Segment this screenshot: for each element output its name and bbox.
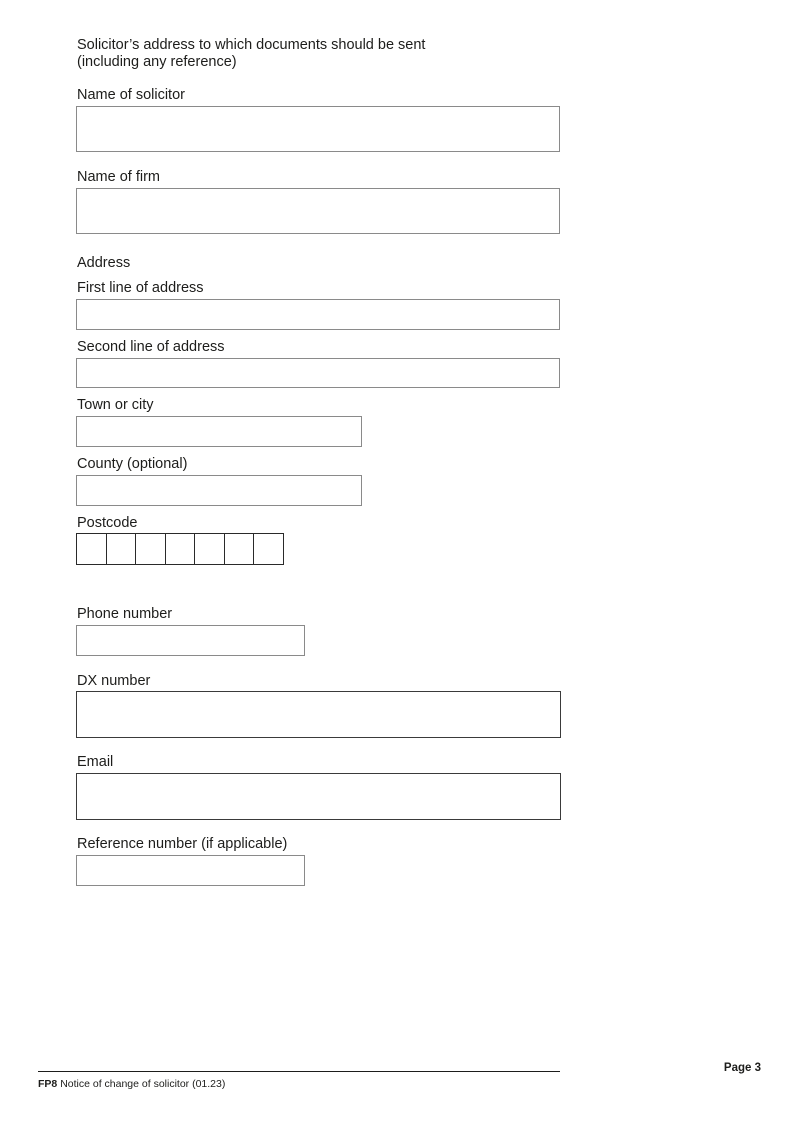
postcode-cell[interactable] — [194, 533, 225, 565]
county-field[interactable] — [76, 475, 362, 506]
county-label: County (optional) — [77, 456, 188, 472]
postcode-cell[interactable] — [106, 533, 137, 565]
phone-field[interactable] — [76, 625, 305, 656]
phone-label: Phone number — [77, 606, 173, 622]
name-of-firm-field[interactable] — [76, 188, 560, 234]
postcode-label: Postcode — [77, 515, 138, 531]
address-line1-label: First line of address — [77, 280, 204, 296]
dx-number-label: DX number — [77, 673, 151, 689]
footer-form-info — [38, 1078, 225, 1091]
footer-divider — [38, 1071, 560, 1072]
town-field[interactable] — [76, 416, 362, 447]
town-label: Town or city — [77, 397, 154, 413]
page-number: Page 3 — [723, 1062, 761, 1074]
email-label: Email — [77, 754, 114, 770]
postcode-cell[interactable] — [135, 533, 166, 565]
postcode-cell[interactable] — [76, 533, 107, 565]
address-line1-field[interactable] — [76, 299, 560, 330]
address-line2-label: Second line of address — [77, 339, 225, 355]
postcode-cell[interactable] — [165, 533, 196, 565]
email-field[interactable] — [76, 773, 561, 820]
name-of-solicitor-field[interactable] — [76, 106, 560, 152]
postcode-cell[interactable] — [253, 533, 284, 565]
dx-number-field[interactable] — [76, 691, 561, 738]
reference-label: Reference number (if applicable) — [77, 836, 288, 852]
reference-field[interactable] — [76, 855, 305, 886]
name-of-firm-label: Name of firm — [77, 169, 160, 185]
section-heading-line1: Solicitor’s address to which documents should be sent — [77, 37, 426, 53]
form-title: Notice of change of solicitor (01.23) — [60, 1078, 226, 1090]
name-of-solicitor-label: Name of solicitor — [77, 87, 185, 103]
address-heading: Address — [77, 255, 131, 271]
postcode-cell[interactable] — [224, 533, 255, 565]
form-code: FP8 — [38, 1078, 58, 1090]
address-line2-field[interactable] — [76, 358, 560, 388]
section-heading-line2: (including any reference) — [77, 54, 237, 70]
postcode-field[interactable] — [76, 533, 284, 565]
